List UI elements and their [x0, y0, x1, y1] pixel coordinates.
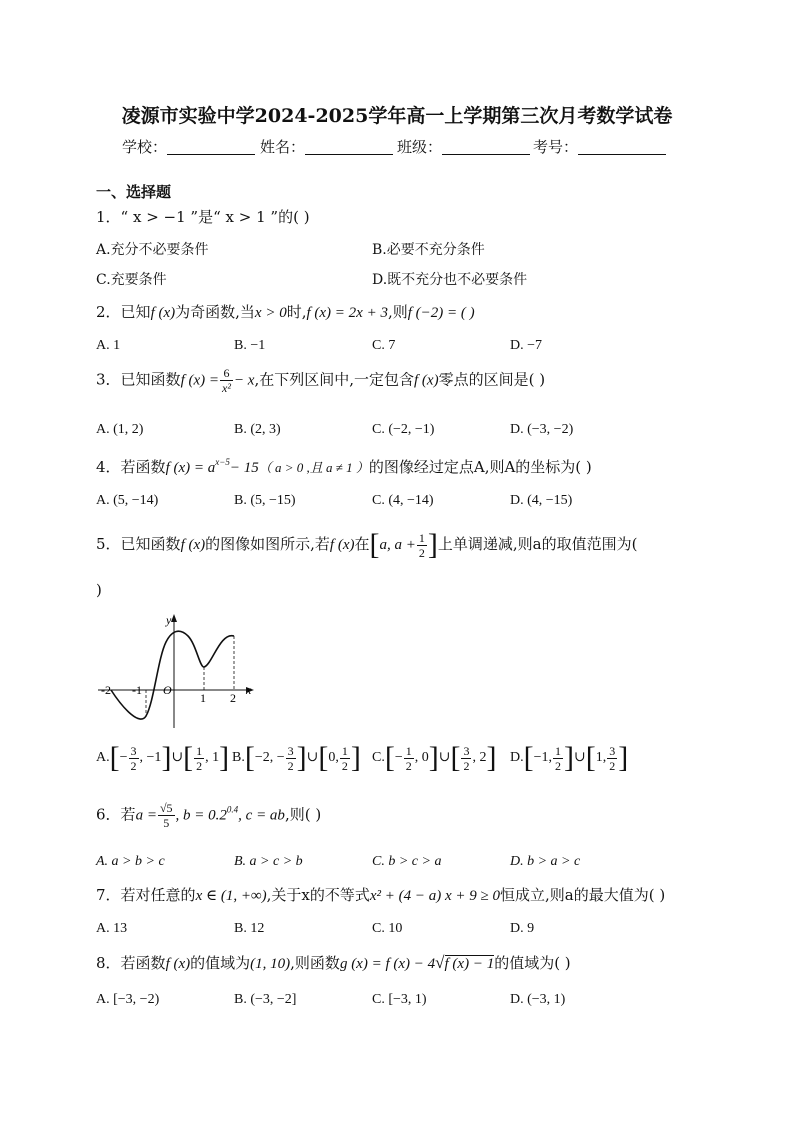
q8-option-a[interactable]: A. [−3, −2) — [96, 992, 160, 1007]
tick-label: -2 — [101, 683, 111, 697]
question-5: 5．已知函数f (x)的图像如图所示,若f (x)在[a, a + $\frac{1}{2}$ ]上单调递减,则a的取值范围为( — [96, 528, 638, 561]
q1-option-c[interactable]: C.充要条件 — [96, 272, 167, 288]
q4-option-c[interactable]: C. (4, −14) — [372, 493, 434, 508]
q2-option-a[interactable]: A. 1 — [96, 338, 121, 353]
name-field[interactable]: 姓名： — [260, 136, 395, 157]
question-2: 2．已知f (x)为奇函数,当x > 0时,f (x) = 2x + 3,则f (−2) = ( ) — [96, 303, 475, 321]
q6-option-c[interactable]: C. b > c > a — [372, 854, 442, 869]
question-7: 7．若对任意的x ∈ (1, +∞),关于x的不等式x² + (4 − a) x + 9 ≥ 0恒成立,则a的最大值为( ) — [96, 886, 666, 904]
tick-label: -1 — [132, 683, 142, 697]
question-4: 4．若函数f $(x) = a^{x-5}- 15$（ a > 0 ,且 a ≠ 1 ）的图像经过定点A,则A的坐标为( ) — [96, 457, 592, 476]
q3-option-c[interactable]: C. (−2, −1) — [372, 422, 435, 437]
q8-option-b[interactable]: B. (−3, −2] — [234, 992, 297, 1007]
q1-option-d[interactable]: D.既不充分也不必要条件 — [372, 272, 528, 288]
q3-option-b[interactable]: B. (2, 3) — [234, 422, 281, 437]
q7-option-c[interactable]: C. 10 — [372, 921, 403, 936]
section-heading: 一、选择题 — [96, 183, 172, 201]
q2-option-b[interactable]: B. −1 — [234, 338, 266, 353]
question-8: 8．若函数f (x)的值域为(1, 10),则函数g (x) = f (x) − 4√f (x) − 1的值域为( ) — [96, 953, 571, 972]
question-6: 6．若a = $\frac{√5}{5}$ , $b = 0.2^{0.4}$, c = ab,则( ) — [96, 801, 322, 830]
q7-option-a[interactable]: A. 13 — [96, 921, 128, 936]
q6-option-b[interactable]: B. a > c > b — [234, 854, 303, 869]
page-title: 凌源市实验中学2024-2025学年高一上学期第三次月考数学试卷 — [121, 105, 673, 127]
tick-label: 1 — [200, 691, 206, 705]
x-axis-label: x — [246, 683, 252, 697]
q5-option-d[interactable]: D.[−1, $\frac{1}{2}$ ]∪[1, $\frac{3}{2}$ ] — [510, 741, 629, 774]
q3-option-a[interactable]: A. (1, 2) — [96, 422, 144, 437]
fraction: $\frac{6}{\text{x²}}$ — [222, 366, 231, 395]
q5-option-a[interactable]: A.[− $\frac{3}{2}$ , −1]∪[ $\frac{1}{2}$ , 1] — [96, 741, 230, 774]
q1-option-a[interactable]: A.充分不必要条件 — [96, 242, 209, 258]
q2-option-d[interactable]: D. −7 — [510, 338, 543, 353]
question-5-wrap: ) — [96, 581, 102, 599]
exam-number-field[interactable]: 考号： — [533, 136, 668, 157]
q4-option-d[interactable]: D. (4, −15) — [510, 493, 573, 508]
q2-option-c[interactable]: C. 7 — [372, 338, 396, 353]
q1-option-b[interactable]: B.必要不充分条件 — [372, 242, 485, 258]
q7-option-d[interactable]: D. 9 — [510, 921, 535, 936]
q3-option-d[interactable]: D. (−3, −2) — [510, 422, 574, 437]
q6-option-a[interactable]: A. a > b > c — [96, 854, 165, 869]
q7-option-b[interactable]: B. 12 — [234, 921, 265, 936]
question-3: 3．已知函数f (x) = $\frac{6}{\text{x²}}$ − x,在下列区间中,一定包含f (x)零点的区间是( ) — [96, 366, 546, 395]
q4-option-b[interactable]: B. (5, −15) — [234, 493, 296, 508]
q8-option-d[interactable]: D. (−3, 1) — [510, 992, 566, 1007]
q4-option-a[interactable]: A. (5, −14) — [96, 493, 159, 508]
q5-option-c[interactable]: C.[− $\frac{1}{2}$ , 0]∪[ $\frac{3}{2}$ , 2] — [372, 741, 497, 774]
tick-label: 2 — [230, 691, 236, 705]
q6-option-d[interactable]: D. b > a > c — [510, 854, 581, 869]
q5-option-b[interactable]: B.[−2, − $\frac{3}{2}$ ]∪[0, $\frac{1}{2}$ ] — [232, 741, 361, 774]
class-field[interactable]: 班级： — [397, 136, 532, 157]
function-graph — [94, 610, 262, 730]
question-1: 1．“ x > −1 ”是“ x > 1 ”的( ) — [96, 208, 310, 226]
y-axis-label: y — [166, 613, 172, 627]
origin-label: O — [163, 683, 172, 697]
q8-option-c[interactable]: C. [−3, 1) — [372, 992, 427, 1007]
school-field[interactable]: 学校： — [122, 136, 257, 157]
